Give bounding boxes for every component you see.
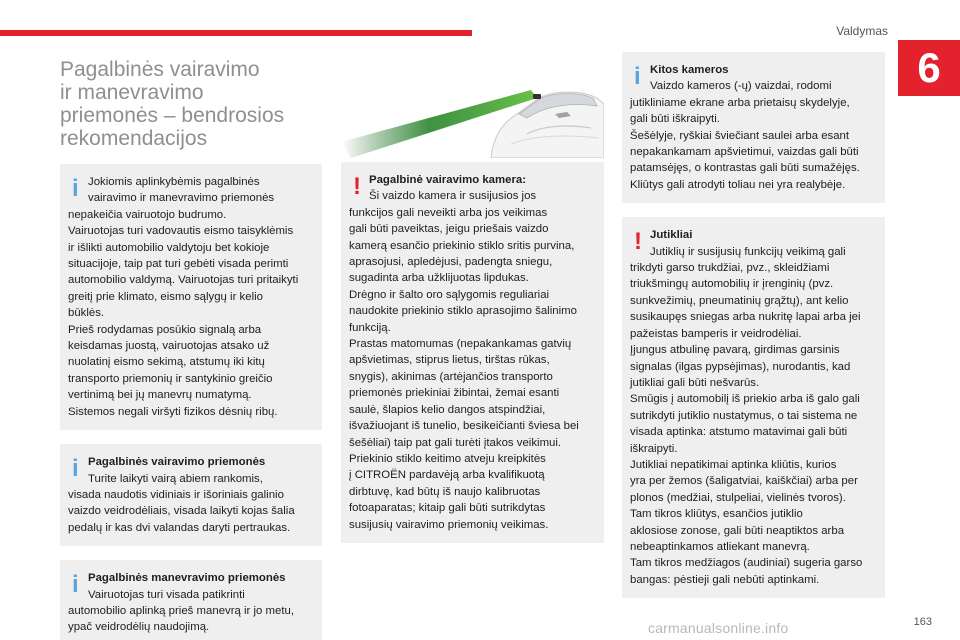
text-line: visada aptinka: atstumo matavimai gali būti: [630, 426, 848, 439]
text-line: trikdyti garso trukdžiai, pvz., skleidžiami: [630, 262, 830, 275]
box-heading: Pagalbinės manevravimo priemonės: [88, 572, 286, 585]
box-heading: Jutikliai: [650, 229, 693, 242]
text-line: Vairuotojas turi vadovautis eismo taisyklėmis: [68, 225, 294, 238]
text-line: patamsėjęs, o kontrastas gali būti sumažėjęs.: [630, 162, 860, 175]
text-line: iškraipyti.: [630, 442, 678, 455]
warning-icon: !: [634, 228, 642, 256]
indented-lines: [630, 62, 875, 95]
text-line: nepakeičia vairuotojo budrumo.: [68, 208, 227, 221]
chapter-number: 6: [917, 44, 941, 91]
text-line: Ši vaizdo kamera ir susijusios jos: [369, 190, 537, 203]
column-middle: [341, 84, 604, 557]
body-lines: [630, 95, 875, 193]
text-line: Priekinio stiklo keitimo atveju kreipkitės: [349, 452, 546, 465]
text-line: šešėliai) taip pat gali turėti įtakos veikimui.: [349, 436, 562, 449]
info-box-manoeuvring-aids: [60, 560, 322, 640]
car-camera-illustration: [341, 84, 604, 158]
section-name: Valdymas: [836, 24, 888, 38]
text-line: Tam tikros kliūtys, esančios jutiklio: [630, 508, 803, 521]
text-line: saulė, šlapios kelio dangos atspindžiai,: [349, 403, 546, 416]
text-line: kamerą esančio priekinio stiklo sritis purvina,: [349, 239, 575, 252]
text-line: gali būti paveiktas, jeigu priešais vaizdo: [349, 223, 549, 236]
indented-lines: [68, 174, 312, 207]
indented-lines: [630, 227, 875, 260]
body-lines: [68, 487, 312, 536]
text-line: aprasojusi, apledėjusi, padengta sniegu,: [349, 256, 553, 269]
title-line: rekomendacijos: [60, 127, 208, 150]
text-line: priemonės priekiniai žibintai, žemai esanti: [349, 387, 560, 400]
text-line: vairavimo ir manevravimo priemonės: [88, 192, 275, 205]
info-icon: i: [72, 455, 79, 483]
text-line: nebeaptinkamos atliekant manevrą.: [630, 540, 810, 553]
top-accent-bar: [0, 30, 472, 36]
chapter-tab: [898, 40, 960, 96]
text-line: plonos (medžiai, stulpeliai, vielinės tvoros).: [630, 491, 846, 504]
text-line: jutikliai gali būti nešvarūs.: [630, 376, 760, 389]
text-line: fotoaparatas; kitaip gali būti sutrikdytas: [349, 502, 546, 515]
text-line: būklės.: [68, 307, 105, 320]
title-line: Pagalbinės vairavimo: [60, 58, 260, 81]
text-line: Šešėlyje, ryškiai šviečiant saulei arba esant: [630, 129, 850, 142]
text-line: funkciją.: [349, 321, 391, 334]
text-line: funkcijos gali neveikti arba jos veikimas: [349, 206, 548, 219]
text-line: Turite laikyti vairą abiem rankomis,: [88, 472, 263, 485]
text-line: jutikliniame ekrane arba prietaisų skydelyje,: [630, 96, 850, 109]
text-line: sugadinta arba užklijuotas lipdukas.: [349, 272, 529, 285]
text-line: vertinimą bei jų manevrų numatymą.: [68, 389, 252, 402]
text-line: automobilio valdymą. Vairuotojas turi pritaikyti: [68, 274, 299, 287]
text-line: keisdamas juostą, vairuotojas atsako už: [68, 340, 270, 353]
text-line: sunkvežimių, pneumatinių grąžtų), ant kelio: [630, 294, 849, 307]
text-line: Vairuotojas turi visada patikrinti: [88, 588, 245, 601]
text-line: vaizdo veidrodėliais, visada laikyti kojas šalia: [68, 505, 295, 518]
text-line: Įjungus atbulinę pavarą, girdimas garsinis: [630, 344, 840, 357]
text-line: Prieš rodydamas posūkio signalą arba: [68, 323, 262, 336]
warning-icon: !: [353, 173, 361, 200]
title-line: priemonės – bendrosios: [60, 104, 285, 127]
text-line: Prastas matomumas (nepakankamas gatvių: [349, 338, 572, 351]
text-line: ir išlikti automobilio valdytoju bet kokioje: [68, 241, 270, 254]
text-line: Sistemos negali viršyti fizikos dėsnių ribų.: [68, 405, 278, 418]
text-line: pažeistas bamperis ir veidrodėliai.: [630, 327, 802, 340]
text-line: triukšmingų automobilių ir įrenginių (pvz.: [630, 278, 834, 291]
info-icon: i: [72, 571, 79, 599]
text-line: Jokiomis aplinkybėmis pagalbinės: [88, 176, 260, 188]
box-heading: Kitos kameros: [650, 64, 729, 76]
text-line: Jutiklių ir susijusių funkcijų veikimą gali: [650, 245, 846, 258]
text-line: aklosiose zonose, gali būti neaptiktos arba: [630, 524, 845, 537]
indented-lines: [68, 570, 312, 603]
text-line: bangas: pėstieji gali nebūti aptinkami.: [630, 573, 820, 586]
text-line: visada naudotis vidiniais ir išoriniais galinio: [68, 488, 284, 501]
page-title: [60, 58, 322, 150]
text-line: Jutikliai nepatikimai aptinka kliūtis, kurios: [630, 458, 837, 471]
body-lines: [349, 205, 594, 533]
column-left: [60, 58, 322, 640]
car-windshield-camera-icon: [341, 84, 604, 158]
warning-box-sensors: [622, 217, 885, 598]
text-line: Vaizdo kameros (-ų) vaizdai, rodomi: [650, 80, 832, 93]
text-line: automobilio aplinką prieš manevrą ir jo metu,: [68, 604, 295, 617]
body-lines: [630, 260, 875, 588]
body-lines: [68, 603, 312, 636]
text-line: apšvietimas, stiprus lietus, tirštas rūkas,: [349, 354, 550, 367]
text-line: nepakankamam apšvietimui, vaizdas gali būti: [630, 146, 859, 159]
text-line: Drėgno ir šalto oro sąlygomis reguliariai: [349, 288, 550, 301]
info-icon: i: [634, 63, 641, 90]
indented-lines: [68, 454, 312, 487]
text-line: išvažiuojant iš tunelio, besikeičianti šviesa bei: [349, 420, 579, 433]
text-line: transporto priemonių ir santykinio greičio: [68, 372, 273, 385]
text-line: Smūgis į automobilį iš priekio arba iš galo gali: [630, 393, 860, 406]
info-box-general: [60, 164, 322, 430]
box-heading: Pagalbinės vairavimo priemonės: [88, 456, 266, 469]
text-line: situacijoje, taip pat turi gebėti visada perimti: [68, 258, 289, 271]
title-line: ir manevravimo: [60, 81, 204, 104]
text-line: snygis), akinimas (artėjančios transporto: [349, 370, 553, 383]
text-line: signalas (ilgas pypsėjimas), nurodantis, kad: [630, 360, 851, 373]
text-line: susikaupęs sniegas arba nukritę lapai arba jei: [630, 311, 861, 324]
text-line: ypač veidrodėlių naudojimą.: [68, 621, 210, 634]
text-line: dirbtuvę, kad būtų iš naujo kalibruotas: [349, 485, 541, 498]
box-heading: Pagalbinė vairavimo kamera:: [369, 174, 527, 186]
text-line: yra per žemos (šaligatviai, kaiškčiai) arba per: [630, 475, 858, 488]
text-line: Kliūtys gali atrodyti toliau nei yra realybėje.: [630, 178, 846, 191]
text-line: į CITROËN pardavėją arba kvalifikuotą: [349, 469, 545, 482]
warning-box-camera: [341, 162, 604, 543]
info-box-driving-aids: [60, 444, 322, 546]
column-right: [622, 52, 885, 612]
text-line: greitį prie klimato, eismo sąlygų ir kelio: [68, 290, 263, 303]
text-line: susijusių vairavimo priemonių veikimas.: [349, 518, 549, 531]
text-line: naudokite priekinio stiklo aprasojimo šalinimo: [349, 305, 577, 318]
info-box-other-cameras: [622, 52, 885, 203]
text-line: pedalų ir kas dvi valandas daryti pertraukas.: [68, 521, 291, 534]
text-line: gali būti iškraipyti.: [630, 113, 720, 126]
page-number: 163: [913, 616, 932, 628]
body-lines: [68, 207, 312, 420]
watermark-text: carmanualsonline.info: [648, 620, 789, 636]
text-line: sutrikdyti jutiklio nustatymus, o tai sistema ne: [630, 409, 858, 422]
indented-lines: [349, 172, 594, 205]
text-line: nuolatinį eismo sekimą, atstumų iki kitų: [68, 356, 265, 369]
text-line: Tam tikros medžiagos (audiniai) sugeria garso: [630, 557, 863, 570]
info-icon: i: [72, 175, 79, 202]
